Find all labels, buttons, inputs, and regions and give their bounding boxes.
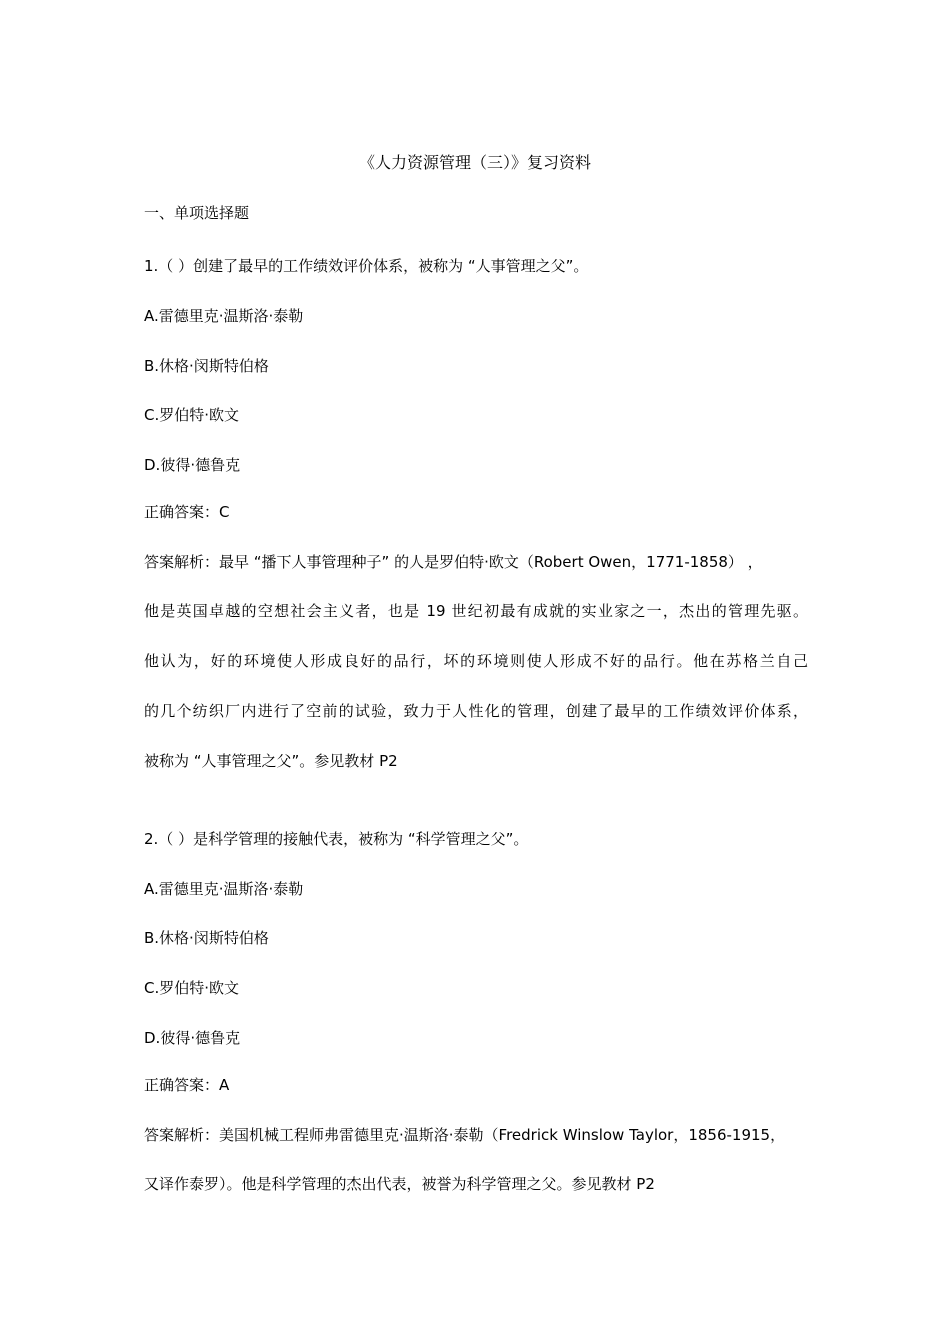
question-1-answer: 正确答案：C — [144, 503, 230, 521]
question-2-stem: 2.（ ）是科学管理的接触代表，被称为 “科学管理之父”。 — [144, 830, 529, 848]
question-1-explanation-line: 答案解析：最早 “播下人事管理种子” 的人是罗伯特·欧文（Robert Owen，1771-1858） ， — [144, 553, 763, 571]
question-1-option-b: B.休格·闵斯特伯格 — [144, 357, 269, 375]
question-2-explanation-line: 又译作泰罗）。他是科学管理的杰出代表，被誉为科学管理之父。参见教材 P2 — [144, 1175, 655, 1193]
question-2-option-a: A.雷德里克·温斯洛·泰勒 — [144, 880, 304, 898]
question-1-explanation-line: 的几个纺织厂内进行了空前的试验，致力于人性化的管理，创建了最早的工作绩效评价体系， — [144, 702, 808, 720]
question-2-option-b: B.休格·闵斯特伯格 — [144, 929, 269, 947]
question-2-answer: 正确答案：A — [144, 1076, 230, 1094]
section-heading: 一、单项选择题 — [144, 204, 250, 222]
question-1-option-a: A.雷德里克·温斯洛·泰勒 — [144, 307, 304, 325]
question-1-explanation-line: 他是英国卓越的空想社会主义者，也是 19 世纪初最有成就的实业家之一，杰出的管理先驱。 — [144, 602, 808, 620]
question-1-stem: 1.（ ）创建了最早的工作绩效评价体系，被称为 “人事管理之父”。 — [144, 257, 589, 275]
question-2-explanation-line: 答案解析：美国机械工程师弗雷德里克·温斯洛·泰勒（Fredrick Winslow Taylor，1856-1915， — [144, 1126, 786, 1144]
question-1-explanation-line: 被称为 “人事管理之父”。参见教材 P2 — [144, 752, 398, 770]
document-title: 《人力资源管理（三）》复习资料 — [358, 153, 591, 172]
question-1-explanation-line: 他认为，好的环境使人形成良好的品行，坏的环境则使人形成不好的品行。他在苏格兰自己 — [144, 652, 808, 670]
question-2-option-d: D.彼得·德鲁克 — [144, 1029, 241, 1047]
question-1-option-c: C.罗伯特·欧文 — [144, 406, 240, 424]
question-2-option-c: C.罗伯特·欧文 — [144, 979, 240, 997]
question-1-option-d: D.彼得·德鲁克 — [144, 456, 241, 474]
